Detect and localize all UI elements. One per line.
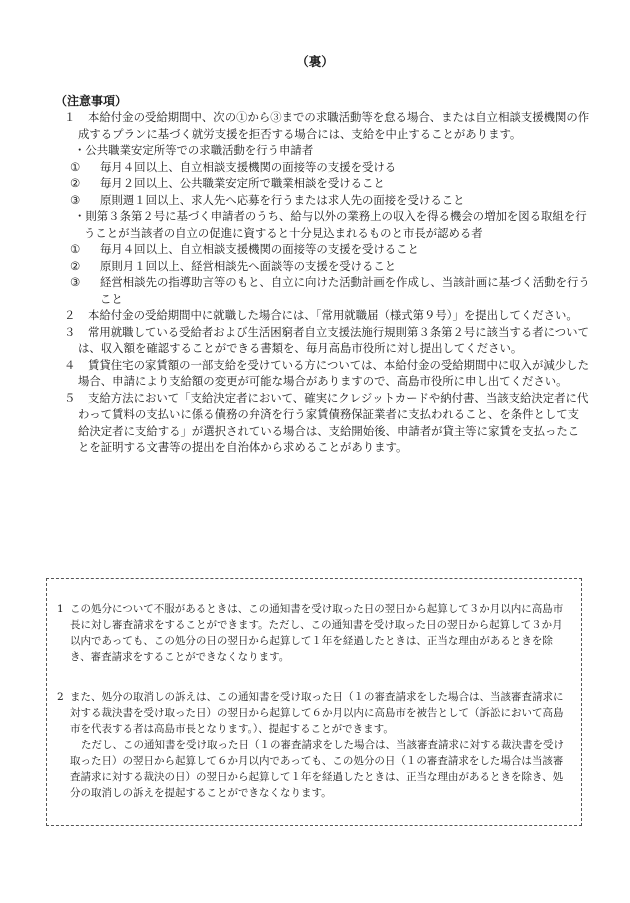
note-item-4	[60, 357, 590, 390]
list-marker: ③	[70, 275, 81, 289]
note-text: 常用就職している受給者および生活困窮者自立支援法施行規則第３条第２号に該当する者については、収入額を確認することができる書類を、毎月高島市役所に対し提出してください。	[78, 324, 589, 355]
list-item	[60, 192, 590, 209]
appeal-notice-box	[46, 578, 582, 826]
list-item	[60, 159, 590, 176]
note-number: ４	[64, 357, 76, 372]
list-item	[60, 274, 590, 307]
list-text: 毎月２回以上、公共職業安定所で職業相談を受けること	[100, 176, 385, 190]
list-item	[60, 258, 590, 275]
note-number: １	[64, 110, 76, 124]
note-text: 本給付金の受給期間中に就職した場合には、「常用就職届（様式第９号）」を提出してください。	[88, 308, 578, 322]
note-number: ３	[64, 324, 76, 339]
appeal-number: 1	[57, 603, 64, 615]
notes-heading: （注意事項）	[55, 94, 128, 108]
note-item-3	[60, 324, 590, 357]
note-number: ２	[64, 308, 76, 322]
note-item-2	[60, 307, 590, 324]
note-text: 支給方法において「支給決定者において、確実にクレジットカードや納付書、当該支給決定者に代わって賃料の支払いに係る債務の弁済を行う家賃債務保証業者に支払われること、を条件として支給決定者に支給する」が選択されている場合は、支給開始後、申請者が貸主等に家賃を支払ったことを証明する文書等の提出を自治体から求めることがあります。	[78, 390, 589, 454]
appeal-number: 2	[57, 691, 64, 703]
notes-list	[60, 109, 590, 456]
note-item-5	[60, 390, 590, 456]
note-text: 本給付金の受給期間中、次の①から③までの求職活動等を怠る場合、または自立相談支援機関の作成するプランに基づく就労支援を拒否する場合には、支給を中止することがあります。	[78, 110, 590, 141]
note-item-1	[60, 109, 590, 142]
appeal-text: この処分について不服があるときは、この通知書を受け取った日の翌日から起算して３か月以内に高島市長に対し審査請求をすることができます。ただし、この通知書を受け取った日の翌日から起算して３か月以内であっても、この処分の日の翌日から起算して１年を経過したときは、正当な理由があるときを除き、審査請求をすることができなくなります。	[70, 603, 564, 663]
list-marker: ③	[70, 192, 81, 207]
list-marker: ①	[70, 159, 81, 174]
list-text: 毎月４回以上、自立相談支援機関の面接等の支援を受けること	[100, 242, 419, 256]
appeal-item-1	[57, 601, 572, 665]
list-text: 経営相談先の指導助言等のもと、自立に向けた活動計画を作成し、当該計画に基づく活動を行うこと	[100, 275, 590, 306]
list-text: 毎月４回以上、自立相談支援機関の面接等の支援を受ける	[100, 159, 397, 174]
note-text: 賃貸住宅の家賃額の一部支給を受けている方については、本給付金の受給期間中に収入が減少した場合、申請により支給額の変更が可能な場合がありますので、高島市役所に申し出てください。	[78, 357, 589, 388]
group-heading: ・則第３条第２号に基づく申請者のうち、給与以外の業務上の収入を得る機会の増加を図る取組を行うことが当該者の自立の促進に資すると十分見込まれるものと市長が認める者	[74, 209, 587, 240]
note-number: ５	[64, 390, 76, 405]
page-title: （裏）	[296, 54, 334, 69]
list-text: 原則週１回以上、求人先へ応募を行うまたは求人先の面接を受けること	[100, 192, 465, 207]
list-marker: ②	[70, 258, 81, 273]
appeal-text: また、処分の取消しの訴えは、この通知書を受け取った日（１の審査請求をした場合は、当該審査請求に対する裁決書を受け取った日）の翌日から起算して６か月以内に高島市を被告として（訴訟において高島市を代表する者は高島市長となります。）、提起することができます。	[70, 691, 564, 735]
appeal-item-2	[57, 689, 572, 801]
appeal-text-2: ただし、この通知書を受け取った日（１の審査請求をした場合は、当該審査請求に対する裁決書を受け取った日）の翌日から起算して６か月以内であっても、この処分の日（１の審査請求をした場合は当該審査請求に対する裁決の日）の翌日から起算して１年を経過したときは、正当な理由があるときを除き、処分の取消しの訴えを提起することができなくなります。	[70, 739, 564, 799]
list-text: 原則月１回以上、経営相談先へ面談等の支援を受けること	[100, 258, 397, 273]
list-item	[60, 175, 590, 192]
group-heading: ・公共職業安定所等での求職活動を行う申請者	[74, 143, 314, 157]
list-marker: ②	[70, 176, 81, 190]
list-item	[60, 241, 590, 258]
list-marker: ①	[70, 242, 81, 256]
